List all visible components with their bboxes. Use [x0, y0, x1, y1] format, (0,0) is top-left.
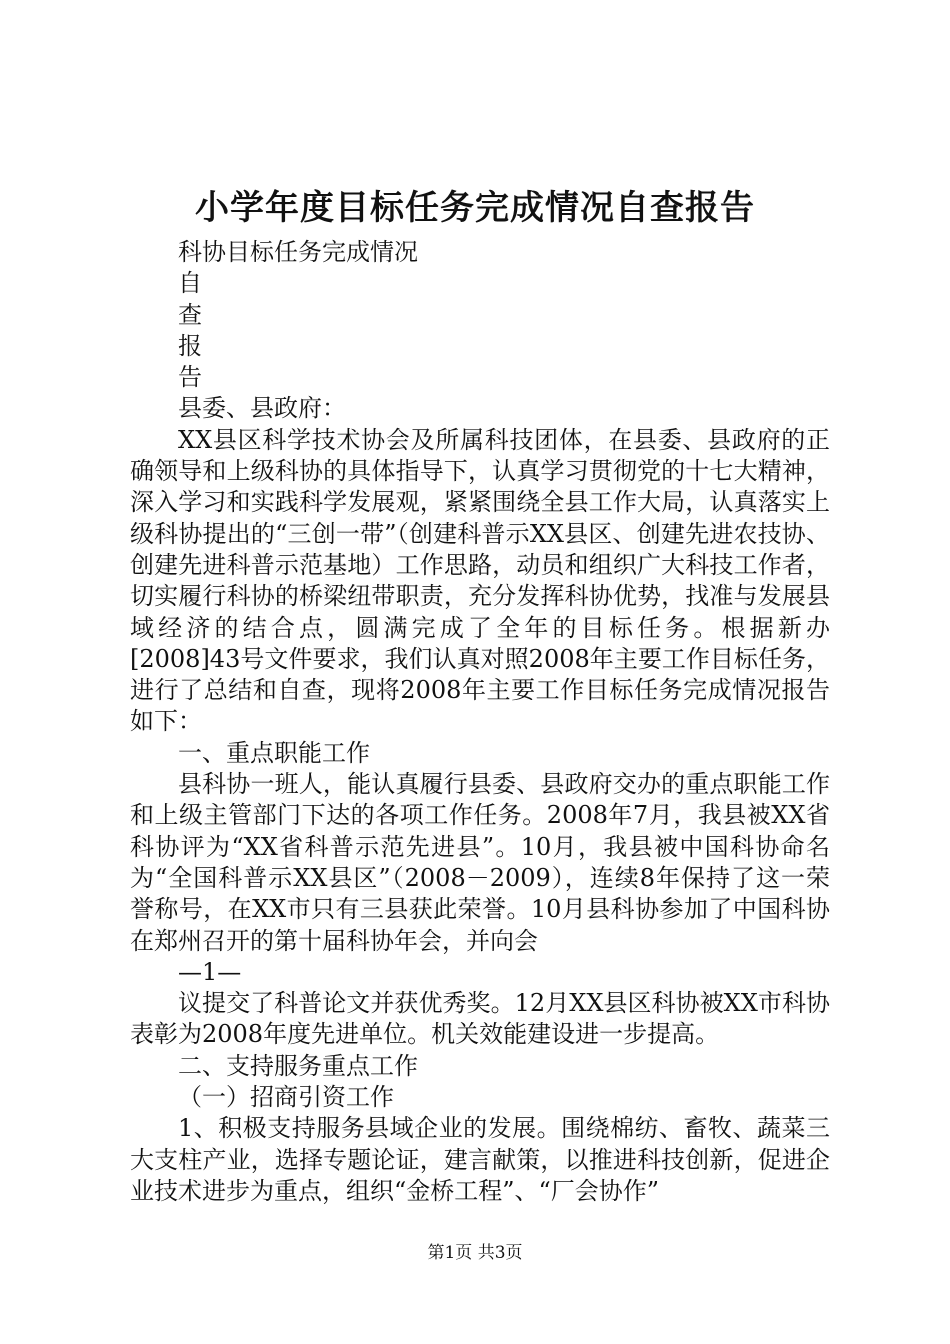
paragraph: 县科协一班人，能认真履行县委、县政府交办的重点职能工作和上级主管部门下达的各项工作任务。2008年7月，我县被XX省科协评为“XX省科普示范先进县”。10月，我县被中国科协命名为“全国科普示XX县区”（2008－2009），连续8年保持了这一荣誉称号，在XX市只有三县获此荣誉。10月县科协参加了中国科协在郑州召开的第十届科协年会，并向会 — [130, 770, 830, 955]
heading-line: 告 — [178, 363, 202, 392]
document-title: 小学年度目标任务完成情况自查报告 — [195, 188, 755, 228]
page-footer: 第1页 共3页 — [427, 1243, 523, 1263]
heading-line: 查 — [178, 300, 202, 329]
inline-page-number: —1— — [178, 957, 242, 986]
heading-line: 自 — [178, 269, 202, 298]
paragraph: 1、积极支持服务县域企业的发展。围绕棉纺、畜牧、蔬菜三大支柱产业，选择专题论证，建言献策，以推进科技创新，促进企业技术进步为重点，组织“金桥工程”、“厂会协作” — [130, 1114, 830, 1205]
heading-line: 科协目标任务完成情况 — [178, 238, 418, 266]
salutation: 县委、县政府： — [178, 394, 346, 423]
section-heading: 二、支持服务重点工作 — [178, 1051, 418, 1080]
paragraph-intro: XX县区科学技术协会及所属科技团体，在县委、县政府的正确领导和上级科协的具体指导下，认真学习贯彻党的十七大精神，深入学习和实践科学发展观，紧紧围绕全县工作大局，认真落实上级科协提出的“三创一带”（创建科普示XX县区、创建先进农技协、创建先进科普示范基地）工作思路，动员和组织广大科技工作者，切实履行科协的桥梁纽带职责，充分发挥科协优势，找准与发展县域经济的结合点，圆满完成了全年的目标任务。根据新办[2008]43号文件要求，我们认真对照2008年主要工作目标任务，进行了总结和自查，现将2008年主要工作目标任务完成情况报告如下： — [130, 425, 830, 736]
heading-line: 报 — [178, 331, 202, 360]
subsection-heading: （一）招商引资工作 — [178, 1083, 394, 1112]
section-heading: 一、重点职能工作 — [178, 738, 370, 767]
paragraph: 议提交了科普论文并获优秀奖。12月XX县区科协被XX市科协表彰为2008年度先进单位。机关效能建设进一步提高。 — [130, 989, 830, 1049]
document-body — [130, 237, 830, 1207]
